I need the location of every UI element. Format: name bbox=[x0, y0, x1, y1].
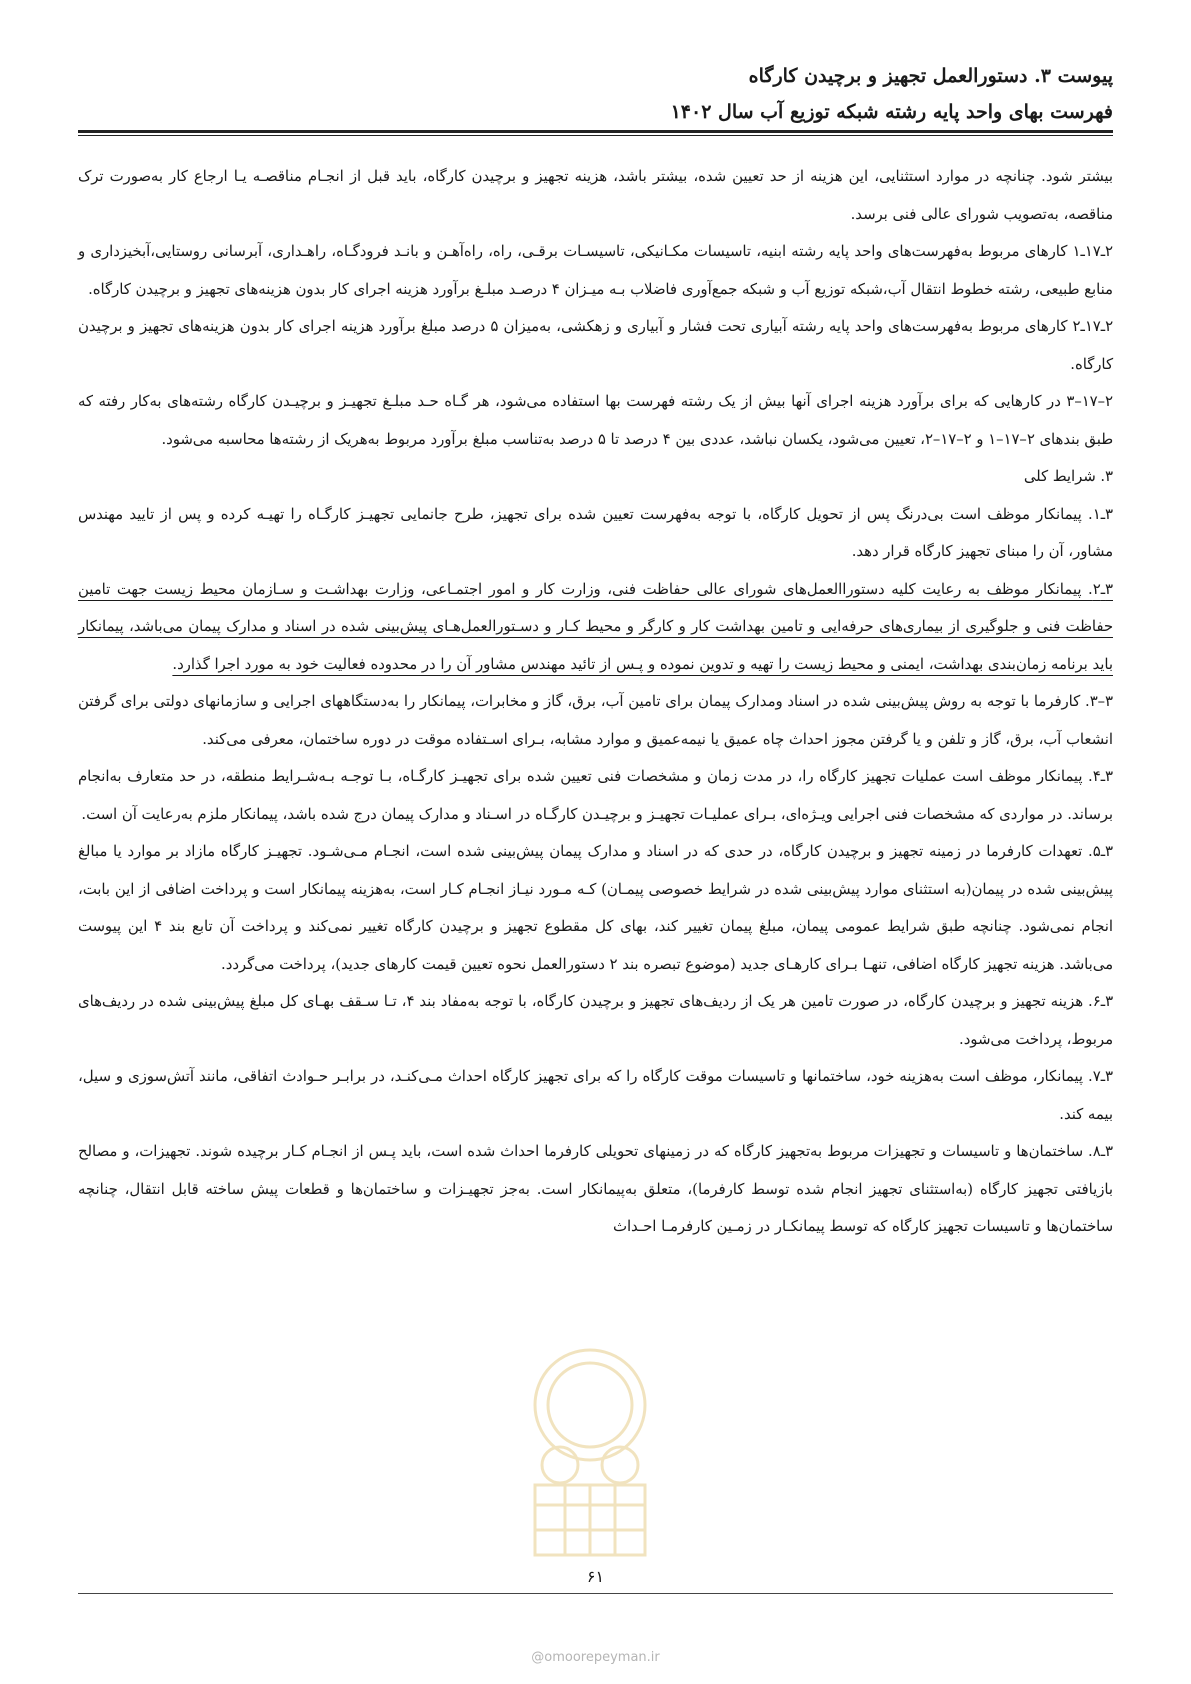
paragraph: ۳ـ۵. تعهدات کارفرما در زمینه تجهیز و برچیدن کارگاه، در حدی که در اسناد و مدارک پیمان پیش‌بینی شده است، انجـام مـی‌شـود. تجهیـز کارگاه مازاد بر موارد یا مبالغ پیش‌بینی شده در پیمان(به استثنای موارد پیش‌بینی شده در شرایط خصوصی پیمـان) کـه مـورد نیـاز انجـام کـار است، به‌هزینه پیمانکار است و پرداخت اضافی از این بابت، انجام نمی‌شود. چنانچه طبق شرایط عمومی پیمان، مبلغ پیمان تغییر کند، بهای کل مقطوع تجهیز و برچیدن کارگاه تغییر نمی‌کند و پرداخت آن تابع بند ۴ این پیوست می‌باشد. هزینه تجهیز کارگاه اضافی، تنهـا بـرای کارهـای جدید (موضوع تبصره بند ۲ دستورالعمل نحوه تعیین قیمت کارهای جدید)، پرداخت می‌گردد. bbox=[78, 843, 1113, 973]
header-divider-thin bbox=[78, 135, 1113, 136]
paragraph: ۳ـ۷. پیمانکار، موظف است به‌هزینه خود، ساختمانها و تاسیسات موقت کارگاه را که برای تجهیز کارگاه احداث مـی‌کنـد، در برابـر حـوادث اتفاقی، مانند آتش‌سوزی و سیل، بیمه کند. bbox=[78, 1068, 1113, 1123]
page-number: ۶۱ bbox=[586, 1567, 605, 1586]
footer-divider bbox=[78, 1593, 1113, 1594]
site-watermark: @omoorepeyman.ir bbox=[531, 1650, 660, 1665]
seal-icon bbox=[505, 1335, 675, 1575]
paragraph: ۳ـ۲. پیمانکار موظف به رعایت کلیه دستوراالعمل‌های شورای عالی حفاظت فنی، وزارت کار و امور اجتمـاعی، وزارت بهداشـت و سـازمان محیط زیست جهت تامین حفاظت فنی و جلوگیری از بیماری‌های حرفه‌ایی و تامین بهداشت کار و کارگر و محیط کـار و دسـتورالعمل‌هـای پیش‌بینی شده در اسناد و مدارک پیمان می‌باشد، پیمانکار باید برنامه زمان‌بندی بهداشت، ایمنی و محیط زیست را تهیه و تدوین نموده و پـس از تائید مهندس مشاور آن را در محدوده فعالیت خود به مورد اجرا گذارد. bbox=[78, 580, 1113, 673]
header-title-pricelist: فهرست بهای واحد پایه رشته شبکه توزیع آب سال ۱۴۰۲ bbox=[670, 101, 1113, 123]
page-header bbox=[78, 58, 1113, 130]
paragraph: ۳ـ۱. پیمانکار موظف است بی‌درنگ پس از تحویل کارگاه، با توجه به‌فهرست تعیین شده برای تجهیز، طرح جانمایی تجهیـز کارگـاه را تهیـه کرده و پس از تایید مهندس مشاور، آن را مبنای تجهیز کارگاه قرار دهد. bbox=[78, 505, 1113, 560]
paragraph: ۲–۱۷–۳ در کارهایی که برای برآورد هزینه اجرای آنها بیش از یک رشته فهرست بها استفاده می‌شود، هر گـاه حـد مبلـغ تجهیـز و برچیـدن کارگاه رشته‌های به‌کار رفته که طبق بندهای ۲–۱۷–۱ و ۲–۱۷–۲، تعیین می‌شود، یکسان نباشد، عددی بین ۴ درصد تا ۵ درصد به‌تناسب مبلغ برآورد مربوط به‌هریک از رشته‌ها محاسبه می‌شود. bbox=[78, 393, 1113, 448]
section-heading: ۳. شرایط کلی bbox=[1023, 468, 1113, 485]
paragraph: ۳ـ۶. هزینه تجهیز و برچیدن کارگاه، در صورت تامین هر یک از ردیف‌های تجهیز و برچیدن کارگاه، با توجه به‌مفاد بند ۴، تـا سـقف بهـای کل مبلغ پیش‌بینی شده در ردیف‌های مربوط، پرداخت می‌شود. bbox=[78, 993, 1114, 1048]
paragraph: ۳ـ۸. ساختمان‌ها و تاسیسات و تجهیزات مربوط به‌تجهیز کارگاه که در زمینهای تحویلی کارفرما احداث شده است، باید پـس از انجـام کـار برچیده شوند. تجهیزات، و مصالح بازیافتی تجهیز کارگاه (به‌استثنای تجهیز انجام شده توسط کارفرما)، متعلق به‌پیمانکار است. به‌جز تجهیـزات و ساختمان‌ها و قطعات پیش ساخته قابل انتقال، چنانچه ساختمان‌ها و تاسیسات تجهیز کارگاه که توسط پیمانکـار در زمـین کارفرمـا احـداث bbox=[78, 1143, 1113, 1235]
paragraph: ۳ـ۴. پیمانکار موظف است عملیات تجهیز کارگاه را، در مدت زمان و مشخصات فنی تعیین شده برای تجهیـز کارگـاه، بـا توجـه بـه‌شـرایط منطقه، در حد متعارف به‌انجام برساند. در مواردی که مشخصات فنی اجرایی ویـژه‌ای، بـرای عملیـات تجهیـز و برچیـدن کارگـاه در اسـناد و مدارک پیمان درج شده باشد، پیمانکار ملزم به‌رعایت آن است. bbox=[78, 768, 1113, 823]
paragraph: ۳–۳. کارفرما با توجه به روش پیش‌بینی شده در اسناد ومدارک پیمان برای تامین آب، برق، گاز و مخابرات، پیمانکار را به‌دستگاههای اجرایی و سازمانهای دولتی برای گرفتن انشعاب آب، برق، گاز و تلفن و یا گرفتن مجوز احداث چاه عمیق یا نیمه‌عمیق و موارد مشابه، بـرای اسـتفاده موقت در دوره ساختمان، معرفی می‌کند. bbox=[78, 693, 1113, 748]
document-body bbox=[78, 158, 1113, 1246]
header-divider-thick bbox=[78, 130, 1113, 133]
paragraph: ۲ـ۱۷ـ۲ کارهای مربوط به‌فهرست‌های واحد پایه رشته آبیاری تحت فشار و آبیاری و زهکشی، به‌میزان ۵ درصد مبلغ برآورد هزینه اجرای کار بدون هزینه‌های تجهیز و برچیدن کارگاه. bbox=[78, 318, 1114, 373]
paragraph: بیشتر شود. چنانچه در موارد استثنایی، این هزینه از حد تعیین شده، بیشتر باشد، هزینه تجهیز و برچیدن کارگاه، باید قبل از انجـام مناقصـه یـا ارجاع کار به‌صورت ترک مناقصه، به‌تصویب شورای عالی فنی برسد. bbox=[78, 168, 1113, 223]
header-title-appendix: پیوست ۳. دستورالعمل تجهیز و برچیدن کارگاه bbox=[748, 65, 1113, 87]
paragraph: ۲ـ۱۷ـ۱ کارهای مربوط به‌فهرست‌های واحد پایه رشته ابنیه، تاسیسات مکـانیکی، تاسیسـات برقـی، راه، راه‌آهـن و بانـد فرودگـاه، راهـداری، آبرسانی روستایی،آبخیزداری و منابع طبیعی، رشته خطوط انتقال آب،شبکه توزیع آب و شبکه جمع‌آوری فاضلاب بـه میـزان ۴ درصـد مبلـغ برآورد هزینه اجرای کار بدون هزینه‌های تجهیز و برچیدن کارگاه. bbox=[78, 243, 1113, 298]
